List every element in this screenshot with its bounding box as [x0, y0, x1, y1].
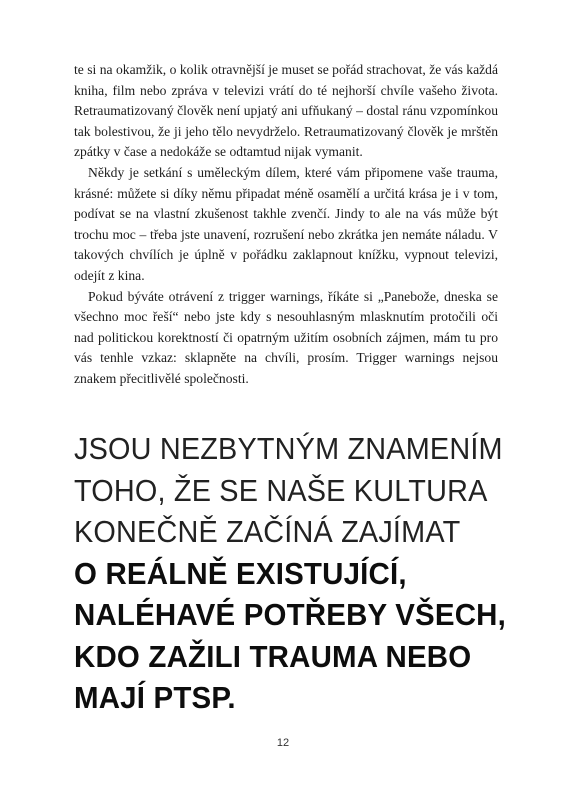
pull-quote-line-5: NALÉHAVÉ POTŘEBY VŠECH, — [74, 597, 507, 632]
pull-quote-line-3: KONEČNĚ ZAČÍNÁ ZAJÍMAT — [74, 514, 461, 549]
body-text — [74, 60, 498, 390]
paragraph-2: Někdy je setkání s uměleckým dílem, které vám připomene vaše trauma, krásné: můžete si díky němu připadat méně osamělí a určitá krása je i v tom, podívat se na vlastní zkušenost takhle zvenčí. Jindy to ale na vás může být trochu moc – třeba jste unavení, rozrušení nebo zkrátka jen nemáte náladu. V takových chvílích je úplně v pořádku zaklapnout knížku, vypnout televizi, odejít z kina. — [74, 164, 498, 283]
page-number: 12 — [276, 737, 290, 749]
pull-quote-line-6: KDO ZAŽILI TRAUMA NEBO — [74, 638, 472, 674]
pull-quote-line-1: JSOU NEZBYTNÝM ZNAMENÍM — [74, 431, 503, 466]
pull-quote-line-2: TOHO, ŽE SE NAŠE KULTURA — [74, 472, 488, 508]
paragraph-1: te si na okamžik, o kolik otravnější je muset se pořád strachovat, že vás každá kniha, film nebo zpráva v televizi vrátí do té nejhorší chvíle vašeho života. Retraumatizovaný člověk není upjatý ani ufňukaný – dostal ránu vzpomínkou tak bolestivou, že ji jeho tělo nevydrželo. Retraumatizovaný člověk je mrštěn zpátky v čase a nedokáže se odtamtud nijak vymanit. — [74, 62, 498, 160]
pull-quote-line-4: O REÁLNĚ EXISTUJÍCÍ, — [74, 555, 407, 591]
pull-quote — [74, 428, 514, 719]
pull-quote-line-7: MAJÍ PTSP. — [74, 680, 236, 715]
paragraph-3: Pokud býváte otrávení z trigger warnings, říkáte si „Panebože, dneska se všechno moc řeší“ nebo jste kdy s nesouhlasným mlasknutím protočili oči nad politickou korektností či opatrným užitím osobních zájmen, mám tu pro vás tenhle vzkaz: sklapněte na chvíli, prosím. Trigger warnings nejsou znakem přecitlivělé společnosti. — [74, 288, 498, 386]
